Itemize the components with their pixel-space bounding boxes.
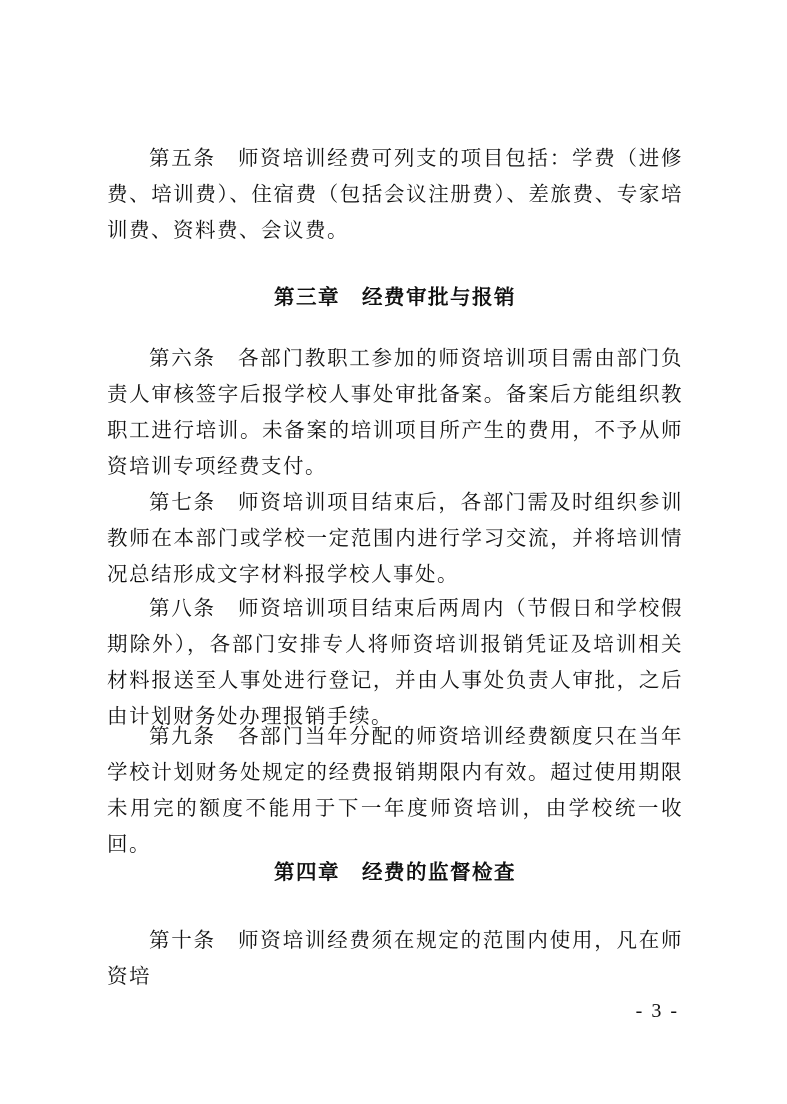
article-6-paragraph: 第六条 各部门教职工参加的师资培训项目需由部门负责人审核签字后报学校人事处审批备案。备案后方能组织教职工进行培训。未备案的培训项目所产生的费用，不予从师资培训专项经费支付。 (107, 346, 683, 478)
page-number: - 3 - (635, 1000, 679, 1022)
article-10-paragraph: 第十条 师资培训经费须在规定的范围内使用，凡在师资培 (107, 928, 683, 988)
article-9-paragraph: 第九条 各部门当年分配的师资培训经费额度只在当年学校计划财务处规定的经费报销期限内有效。超过使用期限未用完的额度不能用于下一年度师资培训，由学校统一收回。 (107, 724, 683, 856)
chapter-4-heading: 第四章 经费的监督检查 (274, 860, 516, 884)
chapter-3-heading: 第三章 经费审批与报销 (274, 285, 516, 309)
article-7-paragraph: 第七条 师资培训项目结束后，各部门需及时组织参训教师在本部门或学校一定范围内进行学习交流，并将培训情况总结形成文字材料报学校人事处。 (107, 490, 683, 586)
article-5-paragraph: 第五条 师资培训经费可列支的项目包括：学费（进修费、培训费）、住宿费（包括会议注册费）、差旅费、专家培训费、资料费、会议费。 (107, 146, 683, 242)
article-8-paragraph: 第八条 师资培训项目结束后两周内（节假日和学校假期除外），各部门安排专人将师资培训报销凭证及培训相关材料报送至人事处进行登记，并由人事处负责人审批，之后由计划财务处办理报销手续。 (107, 596, 683, 728)
